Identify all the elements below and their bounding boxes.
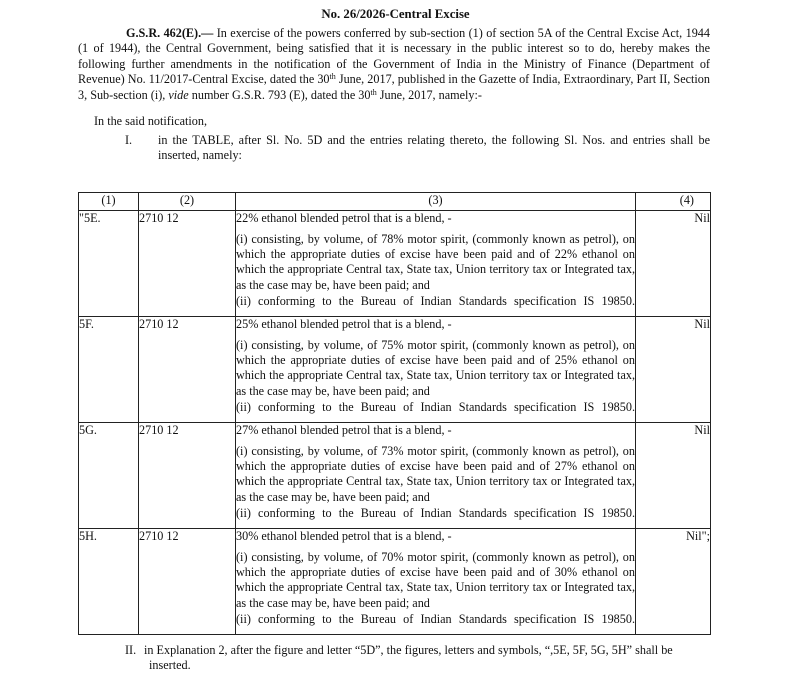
description-lead: 22% ethanol blended petrol that is a blend, -	[236, 211, 452, 225]
preamble-sup-1: th	[329, 72, 336, 82]
preamble-sup-2: th	[370, 87, 377, 97]
item-2	[125, 643, 711, 674]
tariff-item: 2710 12	[139, 529, 236, 635]
header-col-3: (3)	[236, 193, 636, 211]
clause-ii: (ii) conforming to the Bureau of Indian Standards specification IS 19850.	[236, 293, 635, 308]
tariff-item: 2710 12	[139, 423, 236, 529]
serial-number: 5H.	[79, 529, 139, 635]
rate-cell: Nil	[636, 423, 711, 529]
item-1-text: in the TABLE, after Sl. No. 5D and the entries relating thereto, the following Sl. Nos. and entries shall be inserted, namely:	[158, 133, 710, 163]
serial-number: 5G.	[79, 423, 139, 529]
notification-title: No. 26/2026-Central Excise	[321, 7, 470, 21]
preamble-vide: vide	[168, 87, 189, 102]
item-2-number: II.	[125, 643, 137, 657]
item-1-number: I.	[125, 133, 133, 147]
preamble-text-1: In exercise of the powers conferred by sub-section (1) of section 5A of the Central Excise Act, 1944 (1 of 1944), the Central Government, being satisfied that it is necessary in the public interest so to do, hereby makes the following further amendments in the notification of the Government of India in the Ministry of Finance (Department of Revenue) No. 11/2017-Central Excise, dated the 30	[78, 26, 710, 87]
rate-cell: Nil	[636, 211, 711, 317]
table-row	[79, 423, 711, 529]
table-row	[79, 529, 711, 635]
said-notification-line: In the said notification,	[94, 114, 208, 128]
rate-cell: Nil";	[636, 529, 711, 635]
tariff-item: 2710 12	[139, 211, 236, 317]
gsr-reference: G.S.R. 462(E).—	[126, 26, 214, 40]
table-row	[79, 317, 711, 423]
clause-ii: (ii) conforming to the Bureau of Indian Standards specification IS 19850.	[236, 505, 635, 520]
clause-ii: (ii) conforming to the Bureau of Indian Standards specification IS 19850.	[236, 399, 635, 414]
tariff-item: 2710 12	[139, 317, 236, 423]
description-lead: 30% ethanol blended petrol that is a blend, -	[236, 529, 452, 543]
serial-number: "5E.	[79, 211, 139, 317]
amendment-table	[78, 192, 711, 635]
description-lead: 25% ethanol blended petrol that is a blend, -	[236, 317, 452, 331]
header-col-4: (4)	[636, 193, 711, 211]
preamble-text-2: June, 2017, published in the Gazette of India, Extraordinary, Part II, Section 3, Sub-section (i),	[78, 72, 710, 102]
clause-i: (i) consisting, by volume, of 75% motor spirit, (commonly known as petrol), on which the appropriate duties of excise have been paid and of 25% ethanol on which the appropriate Central tax, State tax, Union territory tax or Integrated tax, as the case may be, have been paid; and	[236, 338, 635, 398]
item-2-text-line-2: inserted.	[149, 658, 191, 673]
description-cell	[236, 317, 636, 423]
header-col-1: (1)	[79, 193, 139, 211]
header-col-2: (2)	[139, 193, 236, 211]
item-2-text-line-1: in Explanation 2, after the figure and letter “5D”, the figures, letters and symbols, “,5E, 5F, 5G, 5H” shall be	[144, 643, 673, 657]
description-cell	[236, 529, 636, 635]
clause-ii: (ii) conforming to the Bureau of Indian Standards specification IS 19850.	[236, 611, 635, 626]
rate-cell: Nil	[636, 317, 711, 423]
description-cell	[236, 423, 636, 529]
preamble-text-3: number G.S.R. 793 (E), dated the 30	[188, 87, 371, 102]
preamble-text-4: June, 2017, namely:-	[376, 87, 482, 102]
preamble-paragraph	[78, 26, 710, 103]
serial-number: 5F.	[79, 317, 139, 423]
description-lead: 27% ethanol blended petrol that is a blend, -	[236, 423, 452, 437]
description-cell	[236, 211, 636, 317]
table-header-row	[79, 193, 711, 211]
clause-i: (i) consisting, by volume, of 70% motor spirit, (commonly known as petrol), on which the appropriate duties of excise have been paid and of 30% ethanol on which the appropriate Central tax, State tax, Union territory tax or Integrated tax, as the case may be, have been paid; and	[236, 550, 635, 610]
clause-i: (i) consisting, by volume, of 73% motor spirit, (commonly known as petrol), on which the appropriate duties of excise have been paid and of 27% ethanol on which the appropriate Central tax, State tax, Union territory tax or Integrated tax, as the case may be, have been paid; and	[236, 444, 635, 504]
table-row	[79, 211, 711, 317]
clause-i: (i) consisting, by volume, of 78% motor spirit, (commonly known as petrol), on which the appropriate duties of excise have been paid and of 22% ethanol on which the appropriate Central tax, State tax, Union territory tax or Integrated tax, as the case may be, have been paid; and	[236, 232, 635, 292]
